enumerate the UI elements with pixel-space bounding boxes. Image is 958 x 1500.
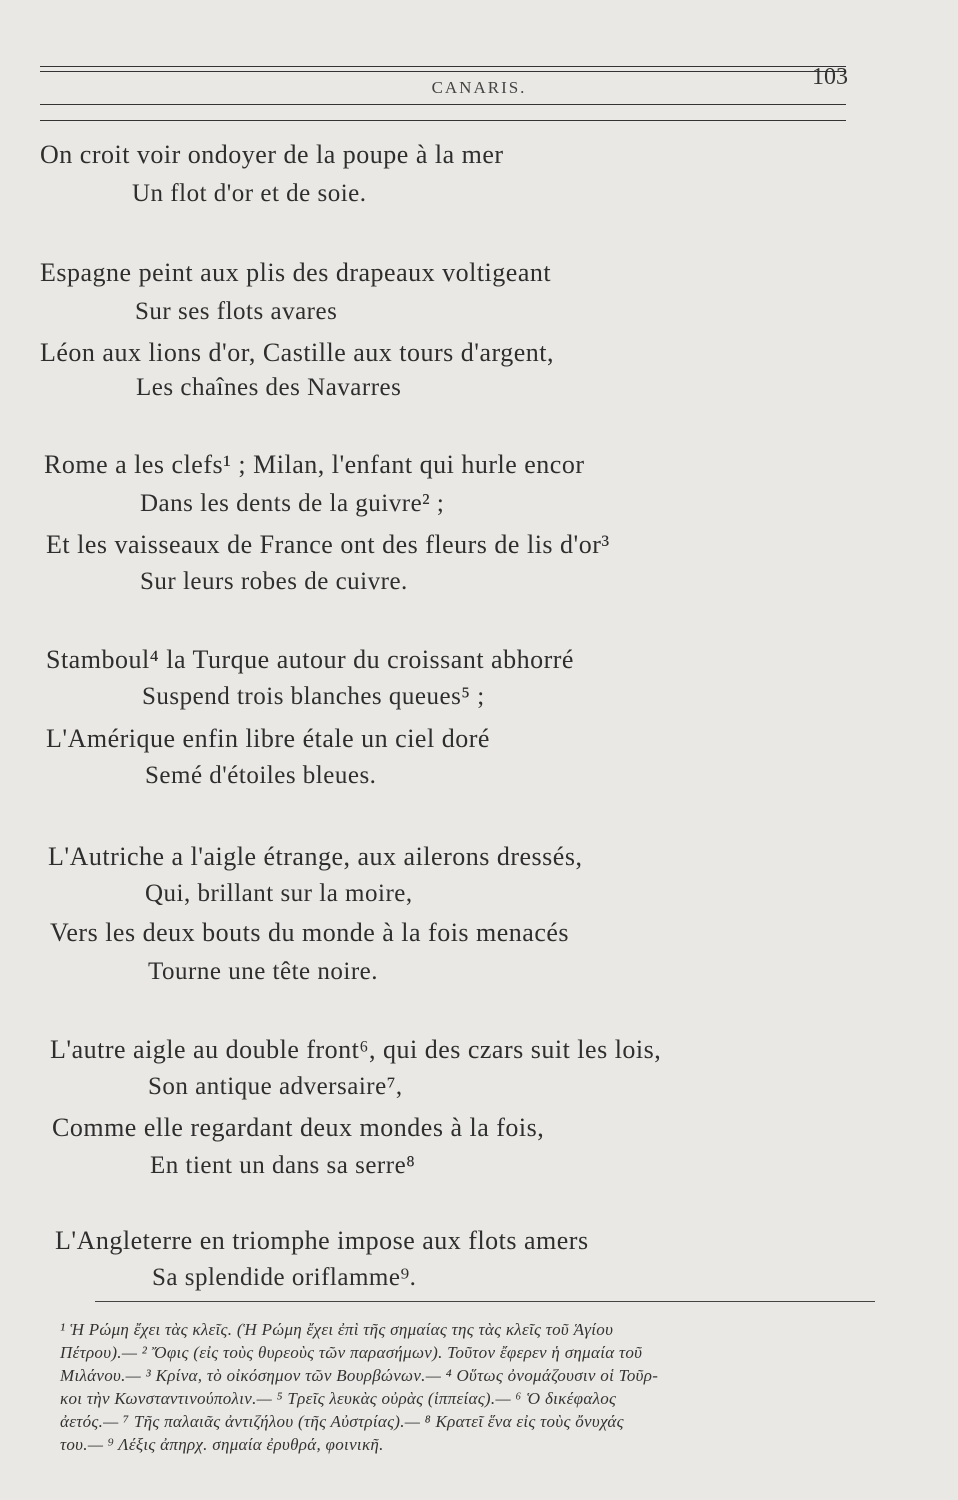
verse-line: Rome a les clefs¹ ; Milan, l'enfant qui hurle encor [44, 450, 585, 479]
footnote-line: ἀετός.— ⁷ Τῆς παλαιᾶς ἀντιζήλου (τῆς Αὐστρίας).— ⁸ Κρατεῖ ἕνα εἰς τοὺς ὄνυχάς [60, 1412, 624, 1431]
verse-line: Sur ses flots avares [135, 298, 338, 325]
verse-line: On croit voir ondoyer de la poupe à la mer [40, 140, 504, 169]
header-rule-bottom [40, 104, 846, 105]
verse-line: Un flot d'or et de soie. [132, 180, 367, 207]
verse-line: En tient un dans sa serre⁸ [150, 1152, 416, 1179]
verse-line: Les chaînes des Navarres [136, 374, 402, 401]
footnote-line: Πέτρου).— ² Ὄφις (εἰς τοὺς θυρεοὺς τῶν παρασήμων). Τοῦτον ἔφερεν ἡ σημαία τοῦ [60, 1343, 643, 1362]
verse-line: Qui, brillant sur la moire, [145, 880, 413, 907]
verse-line: Léon aux lions d'or, Castille aux tours d'argent, [40, 338, 554, 367]
verse-line: Tourne une tête noire. [148, 958, 378, 985]
page-number: 103 [812, 64, 848, 90]
verse-line: L'Amérique enfin libre étale un ciel doré [46, 724, 490, 753]
footnote-line: Μιλάνου.— ³ Κρίνα, τὸ οἰκόσημον τῶν Βουρβώνων.— ⁴ Οὕτως ὀνομάζουσιν οἱ Τοῦρ- [60, 1366, 659, 1385]
footnote-line: ¹ Ἡ Ρώμη ἔχει τὰς κλεῖς. (Ἡ Ρώμη ἔχει ἐπὶ τῆς σημαίας της τὰς κλεῖς τοῦ Ἁγίου [60, 1320, 614, 1339]
verse-line: Stamboul⁴ la Turque autour du croissant abhorré [46, 645, 574, 674]
footnote-line: κοι τὴν Κωνσταντινούπολιν.— ⁵ Τρεῖς λευκὰς οὐρὰς (ἱππείας).— ⁶ Ὁ δικέφαλος [60, 1389, 617, 1408]
verse-line: Semé d'étoiles bleues. [145, 762, 377, 789]
footnote-line: του.— ⁹ Λέξις ἀπηρχ. σημαία ἐρυθρά, φοινικῆ. [60, 1435, 384, 1454]
verse-line: L'Autriche a l'aigle étrange, aux ailerons dressés, [48, 842, 583, 871]
verse-line: Sa splendide oriflamme⁹. [152, 1264, 417, 1291]
header-rule-bottom-thin [40, 120, 846, 121]
footnote-rule [95, 1301, 875, 1302]
verse-line: L'Angleterre en triomphe impose aux flots amers [55, 1226, 589, 1255]
verse-line: Son antique adversaire⁷, [148, 1073, 403, 1100]
header-rule-top [40, 66, 846, 67]
verse-line: Espagne peint aux plis des drapeaux voltigeant [40, 258, 552, 287]
verse-line: Vers les deux bouts du monde à la fois menacés [50, 918, 570, 947]
verse-line: L'autre aigle au double front⁶, qui des czars suit les lois, [50, 1035, 662, 1064]
verse-line: Dans les dents de la guivre² ; [140, 490, 445, 517]
verse-line: Et les vaisseaux de France ont des fleurs de lis d'or³ [46, 530, 610, 559]
running-header-title: CANARIS. [431, 78, 527, 97]
verse-line: Sur leurs robes de cuivre. [140, 568, 408, 595]
verse-line: Comme elle regardant deux mondes à la fois, [52, 1113, 545, 1142]
header-rule-top-thin [40, 71, 846, 72]
verse-line: Suspend trois blanches queues⁵ ; [142, 683, 485, 710]
